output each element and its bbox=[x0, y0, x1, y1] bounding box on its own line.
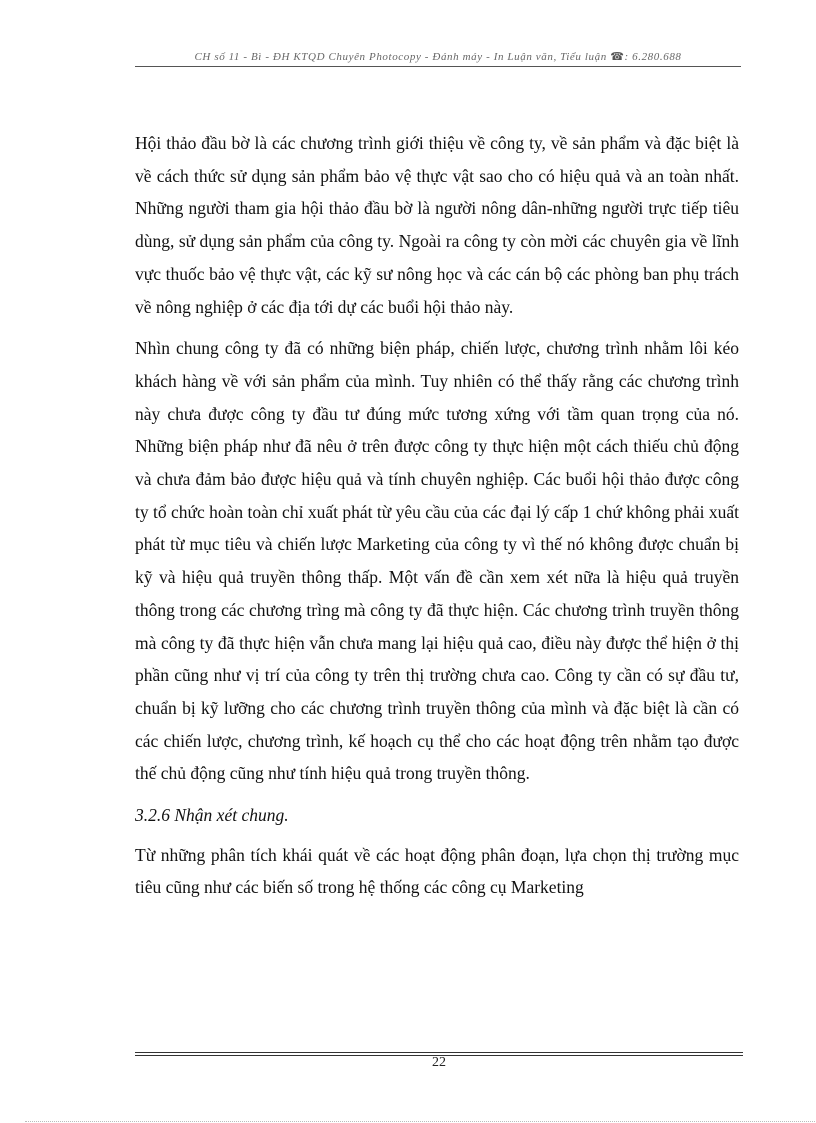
header-phone: : 6.280.688 bbox=[624, 51, 682, 63]
phone-icon: ☎ bbox=[610, 51, 625, 63]
header-divider bbox=[135, 66, 741, 67]
page-bottom-edge bbox=[25, 1121, 815, 1122]
page-number: 22 bbox=[432, 1055, 446, 1070]
section-heading: 3.2.6 Nhận xét chung. bbox=[135, 805, 289, 826]
body-paragraph-3: Từ những phân tích khái quát về các hoạt động phân đoạn, lựa chọn thị trường mục tiêu cũng như các biến số trong hệ thống các công cụ Marketing bbox=[135, 844, 739, 898]
page-body bbox=[135, 127, 739, 913]
body-paragraph-2: Nhìn chung công ty đã có những biện pháp, chiến lược, chương trình nhằm lôi kéo khách hàng về với sản phẩm của mình. Tuy nhiên có thể thấy rằng các chương trình này chưa được công ty đầu tư đúng mức tương xứng với tầm quan trọng của nó. Những biện pháp như đã nêu ở trên được công ty thực hiện một cách thiếu chủ động và chưa đảm bảo được hiệu quả và tính chuyên nghiệp. Các buổi hội thảo được công ty tổ chức hoàn toàn chỉ xuất phát từ yêu cầu của các đại lý cấp 1 chứ không phải xuất phát từ mục tiêu và chiến lược Marketing của công ty vì thế nó không được chuẩn bị kỹ và hiệu quả truyền thông thấp. Một vấn đề cần xem xét nữa là hiệu quả truyền thông trong các chương trìng mà công ty đã thực hiện. Các chương trình truyền thông mà công ty đã thực hiện vẫn chưa mang lại hiệu quả cao, điều này được thể hiện ở thị phần cũng như vị trí của công ty trên thị trường chưa cao. Công ty cần có sự đầu tư, chuẩn bị kỹ lưỡng cho các chương trình truyền thông của mình và đặc biệt là cần có các chiến lược, chương trình, kế hoạch cụ thể cho các hoạt động trên nhằm tạo được thế chủ động cũng như tính hiệu quả trong truyền thông. bbox=[135, 338, 739, 784]
header-text: CH số 11 - Bì - ĐH KTQD Chuyên Photocopy - Đánh máy - In Luận văn, Tiểu luận bbox=[194, 51, 607, 63]
body-paragraph-1: Hội thảo đầu bờ là các chương trình giới thiệu về công ty, về sản phẩm và đặc biệt là về cách thức sử dụng sản phẩm bảo vệ thực vật sao cho có hiệu quả và an toàn nhất. Những người tham gia hội thảo đầu bờ là người nông dân-những người trực tiếp tiêu dùng, sử dụng sản phẩm của công ty. Ngoài ra công ty còn mời các chuyên gia về lĩnh vực thuốc bảo vệ thực vật, các kỹ sư nông học và các cán bộ các phòng ban phụ trách về nông nghiệp ở các địa tới dự các buổi hội thảo này. bbox=[135, 133, 739, 317]
running-header bbox=[135, 50, 741, 63]
